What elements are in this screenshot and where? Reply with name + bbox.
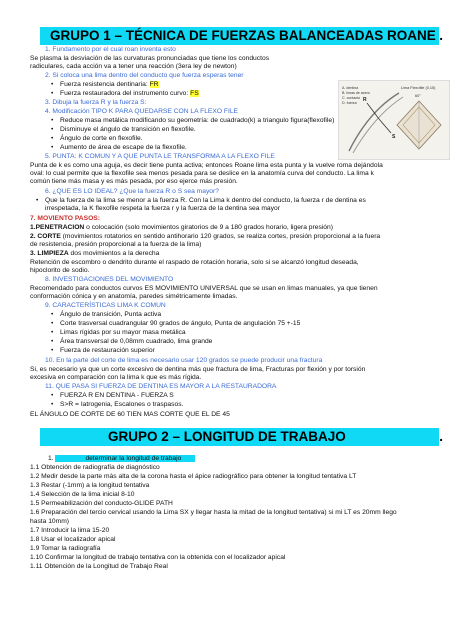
group2-title — [40, 428, 443, 446]
g2-line-6: hasta 10mm) — [30, 518, 70, 525]
s7-heading: 7. MOVIENTO PASOS: — [30, 215, 100, 222]
s10-heading: 10. En la parte del corte de lima es necesario usar 120 grados se puede producir una fractura — [45, 357, 323, 364]
s5-line-2: común tiene más masa y es más pesada, por eso ejerce más presión. — [30, 178, 238, 185]
g2-line-5: 1.6 Preparación del tercio cervical usando la Lima SX y llegar hasta la mitad de la longitud tentativa) si mi LT es 20mm llego — [30, 509, 397, 516]
g2-item-1-num: 1. — [48, 455, 54, 462]
s2-bullet-0 — [60, 81, 159, 89]
s9-bullet-1: • Corte trasversal cuadrangular 90 grados de ángulo, Punta de angulación 75 +-15 — [60, 320, 300, 328]
g2-item-1-text: determinar la longitud de trabajo — [55, 455, 195, 462]
s3-heading: 3. Dibuja la fuerza R y la fuerza S: — [45, 99, 147, 106]
s1-line-1: radiculares, cada acción va a tener una reacción (3era ley de newton) — [30, 63, 237, 70]
g2-line-3: 1.4 Selección de la lima inicial 8-10 — [30, 491, 135, 498]
g2-item-1 — [48, 455, 195, 463]
figure-label-s: S — [392, 134, 396, 140]
s8-heading: 8. INVESTIGACIONES DEL MOVIMIENTO — [45, 276, 174, 283]
s7-step-2-cont: de resistencia, presión proporcional a la fuerza de la lima) — [30, 241, 202, 248]
s6-line-0: • Que la fuerza de la lima se menor a la fuerza R. Con la Lima k dentro del conducto, la fuerza r de dentina es — [45, 197, 366, 205]
s8-line-1: conformación cónica y en anatomía, paredes simétricamente limadas. — [30, 293, 238, 300]
g2-line-9: 1.9 Tomar la radiografía — [30, 545, 101, 552]
s10-line-1: excesiva en comparación con la lima k que es más rígida. — [30, 374, 202, 381]
s2-bullet-1-label: Fuerza restauradora del instrumento curvo: — [60, 90, 191, 97]
figure-label-a: A. dentina — [342, 86, 359, 90]
s1-line-0: Se plasma la desviación de las curvaturas pronunciadas que tiene los conductos — [30, 55, 270, 62]
s6-line-1: irrespetada, la K flexofile respeta la fuerza r y la fuerza de la dentina sea mayor — [45, 205, 280, 212]
s2-bullet-0-value: FR — [149, 81, 159, 88]
figure-label-top: Lima Flexofile (0.15) — [401, 86, 436, 90]
s7-step-3-text: dos movimientos a la derecha — [68, 250, 160, 257]
s4-bullet-2: • Ángulo de corte en flexofile. — [60, 135, 143, 143]
figure-label-d: D. fuerza — [342, 101, 357, 105]
g2-line-7: 1.7 Introducir la lima 15-20 — [30, 527, 110, 534]
s4-bullet-0: • Reduce masa metálica modificando su geometría: de cuadrado(k) a triangulo figura(flexofile) — [60, 117, 334, 125]
g2-line-10: 1.10 Confirmar la longitud de trabajo tentativa con la obtenida con el localizador apical — [30, 554, 286, 561]
group2-title-dot: . — [439, 429, 443, 444]
figure-label-b: B. limas de acero — [342, 91, 370, 95]
group2-title-text: GRUPO 2 – LONGITUD DE TRABAJO — [108, 429, 346, 444]
figure-label-c: C. contacto — [342, 96, 361, 100]
group1-title — [40, 27, 443, 45]
s2-bullet-1 — [60, 90, 199, 98]
s7-line-0: Retención de escombro o dendrito durante el raspado de rotación horaria, solo si se alcanzó longitud deseada, — [30, 259, 359, 266]
g2-line-0: 1.1 Obtención de radiografía de diagnóstico — [30, 464, 160, 471]
s7-step-2-label: 2. CORTE — [30, 233, 61, 240]
group1-title-text: GRUPO 1 – TÉCNICA DE FUERZAS BALANCEADAS ROANE — [50, 28, 436, 43]
s1-heading: 1. Fundamento por el cual roan inventa esto — [45, 46, 176, 53]
s5-line-0: Punta de k es como una aguja, es decir tiene punta activa; entonces Roane lima esta punta y la vuelve roma dejándola — [30, 162, 383, 169]
s9-bullet-4: • Fuerza de restauración superior — [60, 347, 155, 355]
force-diagram-svg — [339, 81, 449, 159]
g2-line-4: 1.5 Permeabilización del conducto-GLIDE PATH — [30, 500, 173, 507]
g2-line-2: 1.3 Restar (-1mm) a la longitud tentativa — [30, 482, 150, 489]
s7-step-1-label: 1.PENETRACION — [30, 224, 85, 231]
s4-bullet-1: • Disminuye el ángulo de transición en flexofile. — [60, 126, 196, 134]
s11-tail: EL ÁNGULO DE CORTE DE 60 TIEN MAS CORTE QUE EL DE 45 — [30, 411, 230, 418]
s5-line-1: oval: lo cual permite que la flexofile sea menos pesada para se deslice en la anatomía curva del conducto. La lima k — [30, 170, 374, 177]
s9-heading: 9. CARACTERÍSTICAS LIMA K COMUN — [45, 302, 166, 309]
force-diagram-figure — [338, 80, 450, 160]
s9-bullet-0: • Ángulo de transición, Punta activa — [60, 311, 161, 319]
s7-step-1-text: o colocación (solo movimientos giratorios de 9 a 180 grados horario, ligera presión) — [84, 224, 333, 231]
g2-line-8: 1.8 Usar el localizador apical — [30, 536, 116, 543]
s9-bullet-2: • Limas rígidas por su mayor masa metálica — [60, 329, 186, 337]
s2-bullet-1-value: FS — [190, 90, 199, 97]
s11-heading: 11. QUE PASA SI FUERZA DE DENTINA ES MAYOR A LA RESTAURADORA — [45, 383, 277, 390]
s7-step-1 — [30, 224, 333, 232]
figure-label-r: R — [363, 97, 367, 103]
s11-bullet-0: • FUERZA R EN DENTINA - FUERZA S — [60, 392, 174, 400]
s11-bullet-1: • S>R = Iatrogenia, Escalones o traspasos. — [60, 401, 183, 409]
s2-bullet-0-label: Fuerza resistencia dentinaria: — [60, 81, 150, 88]
group1-title-dot: . — [439, 28, 443, 43]
s4-bullet-3: • Aumento de área de escape de la flexofile. — [60, 144, 187, 152]
s7-step-3 — [30, 250, 159, 258]
s4-heading: 4. Modificación TIPO K PARA QUEDARSE CON LA FLEXO FILE — [45, 108, 239, 115]
figure-label-angle: 60° — [415, 94, 421, 98]
g2-line-1: 1.2 Medir desde la parte más alta de la corona hasta el ápice radiográfico para obtener la longitud tentativa LT — [30, 473, 357, 480]
s5-heading: 5. PUNTA: K COMUN Y A QUE PUNTA LE TRANSFORMA A LA FLEXO FILE — [45, 153, 275, 160]
s6-heading: 6. ¿QUE ES LO IDEAL? ¿Que la fuerza R o S sea mayor? — [45, 188, 219, 195]
s7-line-1: hipoclorito de sodio. — [30, 267, 90, 274]
s7-step-2-text: (movimientos rotatorios en sentido antihorario 120 grados, se realiza cortes, presión proporcional a la fuera — [60, 233, 381, 240]
g2-line-11: 1.11 Obtención de la Longitud de Trabajo Real — [30, 563, 168, 570]
s7-step-3-label: 3. LIMPIEZA — [30, 250, 69, 257]
s9-bullet-3: • Área transversal de 0,08mm cuadrado, lima grande — [60, 338, 212, 346]
s10-line-0: Si, es necesario ya que un corte excesivo de dentina más que fractura de lima, Fracturas por flexión y por torsión — [30, 366, 366, 373]
s2-heading: 2. Si coloca una lima dentro del conducto que fuerza esperas tener — [45, 72, 244, 79]
s8-line-0: Recomendado para conductos curvos ES MOVIMIENTO UNIVERSAL que se usan en limas manuales, ya que tienen — [30, 285, 378, 292]
